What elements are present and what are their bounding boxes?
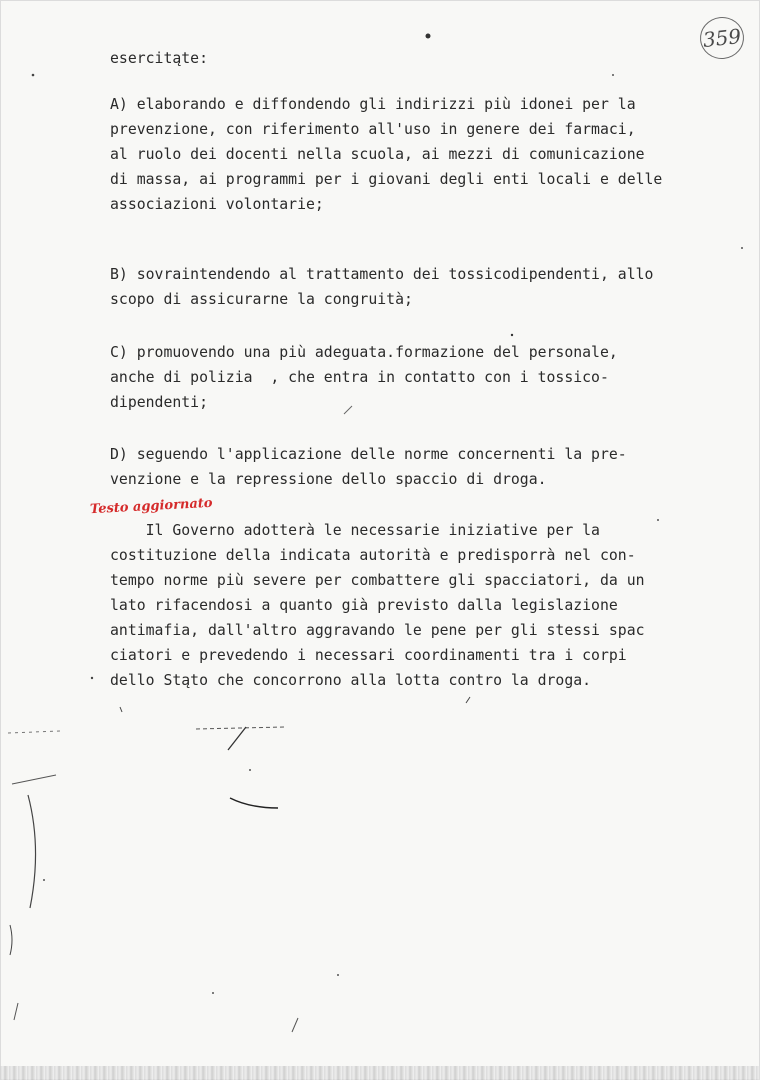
paragraph-b (110, 262, 653, 312)
text-line: scopo di assicurarne la congruità; (110, 291, 413, 308)
text-line: Il Governo adotterà le necessarie iniziative per la (110, 522, 600, 539)
scan-bottom-edge (0, 1066, 760, 1080)
text-line: venzione e la repressione dello spaccio di droga. (110, 471, 547, 488)
text-line: esercitąte: (110, 50, 208, 67)
text-line: di massa, ai programmi per i giovani degli enti locali e delle (110, 171, 663, 188)
text-line: costituzione della indicata autorità e predisporrà nel con- (110, 547, 636, 564)
page-number-stamp: 359 (698, 15, 746, 61)
text-line: tempo norme più severe per combattere gli spacciatori, da un (110, 572, 645, 589)
text-line: dipendenti; (110, 394, 208, 411)
text-line: ciatori e prevedendo i necessari coordinamenti tra i corpi (110, 647, 627, 664)
intro-line (110, 46, 208, 71)
text-line: lato rifacendosi a quanto già previsto dalla legislazione (110, 597, 618, 614)
text-line: associazioni volontarie; (110, 196, 324, 213)
text-line: A) elaborando e diffondendo gli indirizzi più idonei per la (110, 96, 636, 113)
text-line: B) sovraintendendo al trattamento dei tossicodipendenti, allo (110, 266, 654, 283)
paragraph-d (110, 442, 627, 492)
text-line: al ruolo dei docenti nella scuola, ai mezzi di comunicazione (110, 146, 645, 163)
paragraph-final (110, 518, 645, 693)
paragraph-a (110, 92, 662, 217)
text-line: antimafia, dall'altro aggravando le pene per gli stessi spac (110, 622, 645, 639)
text-line: anche di polizia , che entra in contatto con i tossico- (110, 369, 609, 386)
text-line: prevenzione, con riferimento all'uso in genere dei farmaci, (110, 121, 636, 138)
text-line: D) seguendo l'applicazione delle norme concernenti la pre- (110, 446, 627, 463)
handwritten-annotation: Testo aggiornato (89, 495, 213, 518)
text-line: dello Stąto che concorrono alla lotta contro la droga. (110, 672, 592, 689)
paragraph-c (110, 340, 618, 415)
text-line: C) promuovendo una più adeguata.formazione del personale, (110, 344, 618, 361)
